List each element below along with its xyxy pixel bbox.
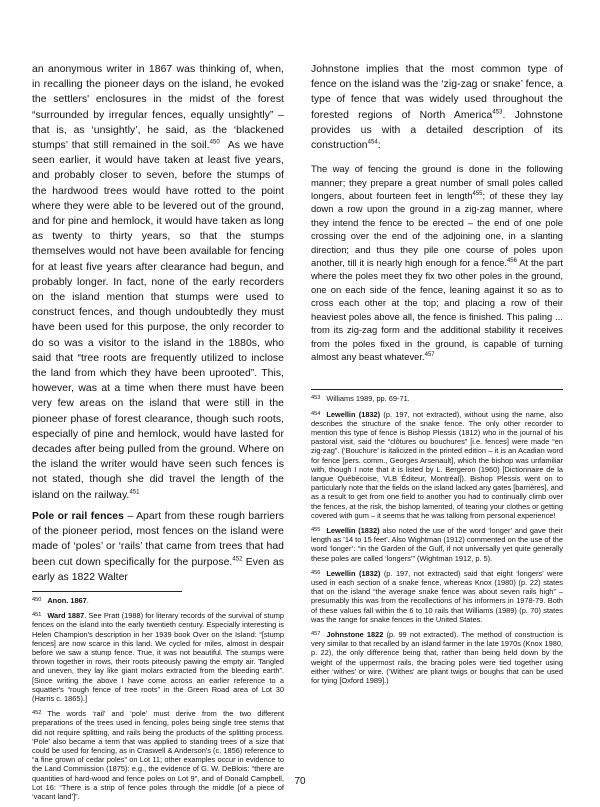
footnote-text: (p. 197, not extracted) said that eight ‘longers’ were used in each section of a snake fence, whereas Knox (1980) (p. 22) states that on the island “the average snake fence was about seven rails high” – presumably this was from the recollections of his informers in 1978-79. Both of these values fall within the 6 to 10 rails that Williams (1989) (p. 70) states was the range for snake fences in the United States.	[311, 568, 564, 624]
footnote	[32, 596, 284, 605]
footnote	[311, 630, 563, 685]
footnote-text: The words ‘rail’ and ‘pole’ must derive from the two different preparations of the trees used in fencing, poles being single tree stems that did not require splitting, and rails being the products of the splitting process. ‘Pole’ also became a term that was applied to standing trees of a size that could be used for fencing, as in Craswell & Anderson's (c. 1856) reference to “a fine grown of cedar poles” on Lot 11; other examples occur in evidence to the Land Commission (1875): e.g., the evidence of G. W. DeBlois: “there are quantities of hard-wood and fence poles on Lot 9”, and of Donald Campbell, Lot 16: “There is a strip of fence poles through the middle [of a piece of ‘vacant land’]”.	[32, 709, 284, 801]
footnote-ref: 455	[472, 190, 483, 197]
footnote-ref: 450	[209, 139, 220, 146]
footnote-ref: 454	[367, 139, 378, 146]
paragraph-text: Johnstone implies that the most common type of fence on the island was the ‘zig-zag or snake’ fence, a type of fence that was widely used throughout the forested regions of North America	[311, 64, 563, 121]
footnote-ref: 451	[129, 489, 140, 496]
footnote-number: 456	[311, 569, 321, 576]
body-paragraph	[32, 509, 284, 585]
footnote-number: 450	[32, 596, 42, 603]
footnote-text: Williams 1989, pp. 69-71.	[326, 394, 410, 404]
footnote	[32, 709, 284, 801]
footnote-ref: 452	[232, 556, 243, 563]
footnote-number: 453	[311, 395, 321, 402]
footnote-source: Lewellin (1832)	[326, 409, 381, 419]
right-column	[311, 62, 563, 691]
footnotes	[311, 394, 563, 685]
footnote-number: 455	[311, 526, 321, 533]
footnote	[311, 569, 563, 624]
page-number: 70	[294, 776, 306, 787]
footnote-source: Anon. 1867	[47, 595, 87, 605]
body-paragraph	[311, 62, 563, 153]
left-column	[32, 62, 284, 807]
paragraph-text: . Johnstone provides us with a detailed description of its construction	[311, 109, 563, 152]
footnote	[311, 526, 563, 563]
footnote	[32, 611, 284, 703]
footnote-text: (p. 99 not extracted). The method of construction is very similar to that recalled by an island farmer in the late 1970s (Knox 1980, p. 22), the only difference being that, rather than being held down by the weight of the uppermost rails, the bracing poles were tied together using either ‘withes’ or wire. (‘Withes’ are pliant twigs or boughs that can be used for tying [Oxford 1989].)	[311, 629, 563, 685]
footnote-source: Lewellin (1832)	[326, 568, 381, 578]
footnote-source: Lewellin (1832)	[326, 525, 380, 535]
footnote-number: 457	[311, 630, 321, 637]
footnote-ref: 457	[424, 351, 435, 358]
section-heading: Pole or rail fences	[32, 510, 124, 522]
quote-text: The way of fencing the ground is done in the following manner; they prepare a great number of small poles called longers, about fourteen feet in length	[311, 163, 563, 202]
footnote	[311, 410, 563, 520]
paragraph-text: Even as early as 1822 Walter	[32, 556, 284, 583]
footnote-text: (p. 197, not extracted), without using the name, also describes the structure of the snake fence. The only other recorder to mention this type of fence is Bishop Plessis (1812) who in the journal of his pastoral visit, said the “clôtures ou bouchures” [i.e. fences] were made “en zig-zag”. (‘Bouchure’ is italicized in the printed edition – it is an Acadian word for fence [pers. comm., Georges Arsenault], which the bishop was unfamiliar with, though I note that it is listed by L. Bergeron (1960) [Dictionnaire de la langue Québécoise, VLB Éditeur, Montréal]). Bishop Plessis went on to particularly note that the fields on the island lacked any gates [barrières], and as a result to get from one field to another you had to continually climb over the fences, at the risk, the bishop lamented, of tearing your clothes or getting covered with gum – it seems that he was talking from personal experience!	[311, 409, 564, 520]
footnote-ref: 456	[506, 257, 517, 264]
footnote-source: Johnstone 1822	[326, 629, 384, 639]
quote-text: ; of these they lay down a row upon the ground in a zig-zag manner, where they intend the fence to be erected – the end of one pole crossing over the end of the adjoining one, in a slanting direction; and thus they pile one course of poles upon another, till it is nearly high enough for a fence.	[311, 190, 563, 269]
footnote-text: . See Pratt (1988) for literary records of the survival of stump fences on the island into the early twentieth century. Especially interesting is Helen Champion's description in her 1939 book Over on the Island: “[stump fences] are now scarce in this land. We cycled for miles, almost in despair before we saw a stump fence. True, it was not beautiful. The stumps were thrown together in rows, their roots piteously pawing the empty air. Tangled and uneven, they lay like giant molars extracted from the bleeding earth”. [Since writing the above I have come across an earlier reference to a squatter's “rough fence of tree roots” in the Green Road area of Lot 30 (Harris c. 1865).]	[32, 611, 284, 703]
footnote-ref: 453	[492, 109, 503, 116]
footnote-number: 452	[32, 710, 42, 717]
footnote	[311, 394, 563, 403]
body-paragraph	[32, 62, 284, 503]
paragraph-text: As we have seen earlier, it would have taken at least five years, and probably closer to seven, before the stumps of the hardwood trees would have rotted to the point where they were able to be levered out of the ground, and for pine and hemlock, it would have taken as long as twenty to thirty years, so that the stumps themselves would not have been available for fencing for at least five years after clearance had begun, and probably longer. In fact, none of the early recorders on the island mention that stumps were used to construct fences, and though undoubtedly they must have been used for this purpose, the only recorder to do so was a visitor to the island in the 1880s, who said that “tree roots are frequently utilized to inclose the land from which they have been uprooted”. This, however, was at a time when there must have been very few areas on the island that were still in the pioneer phase of forest clearance, though such roots, especially of pine and hemlock, would have lasted for decades after being pulled from the ground. Where on the island the writer would have seen such fences is not stated, though she did travel the length of the island on the railway.	[32, 140, 285, 501]
footnote-source: Ward 1887	[47, 611, 85, 621]
footnote-text: also noted the use of the word ‘longer’ and gave their length as ’14 to 15 feet’. Also Wightman (1912) commented on the use of the word ‘longer’: “in the Garden of the Gulf, if not universally yet quite generally these poles are called ‘longers’” (Wightman 1912, p. 5).	[311, 525, 563, 563]
block-quote	[311, 162, 563, 363]
footnote-text: .	[86, 595, 89, 605]
paragraph-text: – Apart from these rough barriers of the pioneer period, most fences on the island were made of ‘poles’ or ‘rails’ that came from trees that had been cut down specifically for the purpose.	[32, 510, 284, 568]
quote-text: At the part where the poles meet they fix two other poles in the ground, one on each side of the fence, leaning against it so as to cross each other at the top; and placing a row of their heaviest poles above all, the fence is finished. This paling ... from its zig-zag form and the additional stability it receives from the poles fixed in the ground, is capable of turning almost any beast whatever.	[311, 257, 564, 362]
paragraph-text: :	[377, 140, 381, 152]
footnotes	[32, 596, 284, 801]
footnote-divider	[311, 389, 563, 390]
paragraph-text: an anonymous writer in 1867 was thinking of, when, in recalling the pioneer days on the island, he evoked the settlers' enclosures in the midst of the forest “surrounded by irregular fences, equally unsightly” – that is, as ‘unsightly’, he said, as the ‘blackened stumps’ that still remained in the soil.	[32, 64, 284, 152]
footnote-number: 451	[32, 612, 42, 619]
footnote-divider	[32, 591, 182, 592]
footnote-number: 454	[311, 410, 321, 417]
